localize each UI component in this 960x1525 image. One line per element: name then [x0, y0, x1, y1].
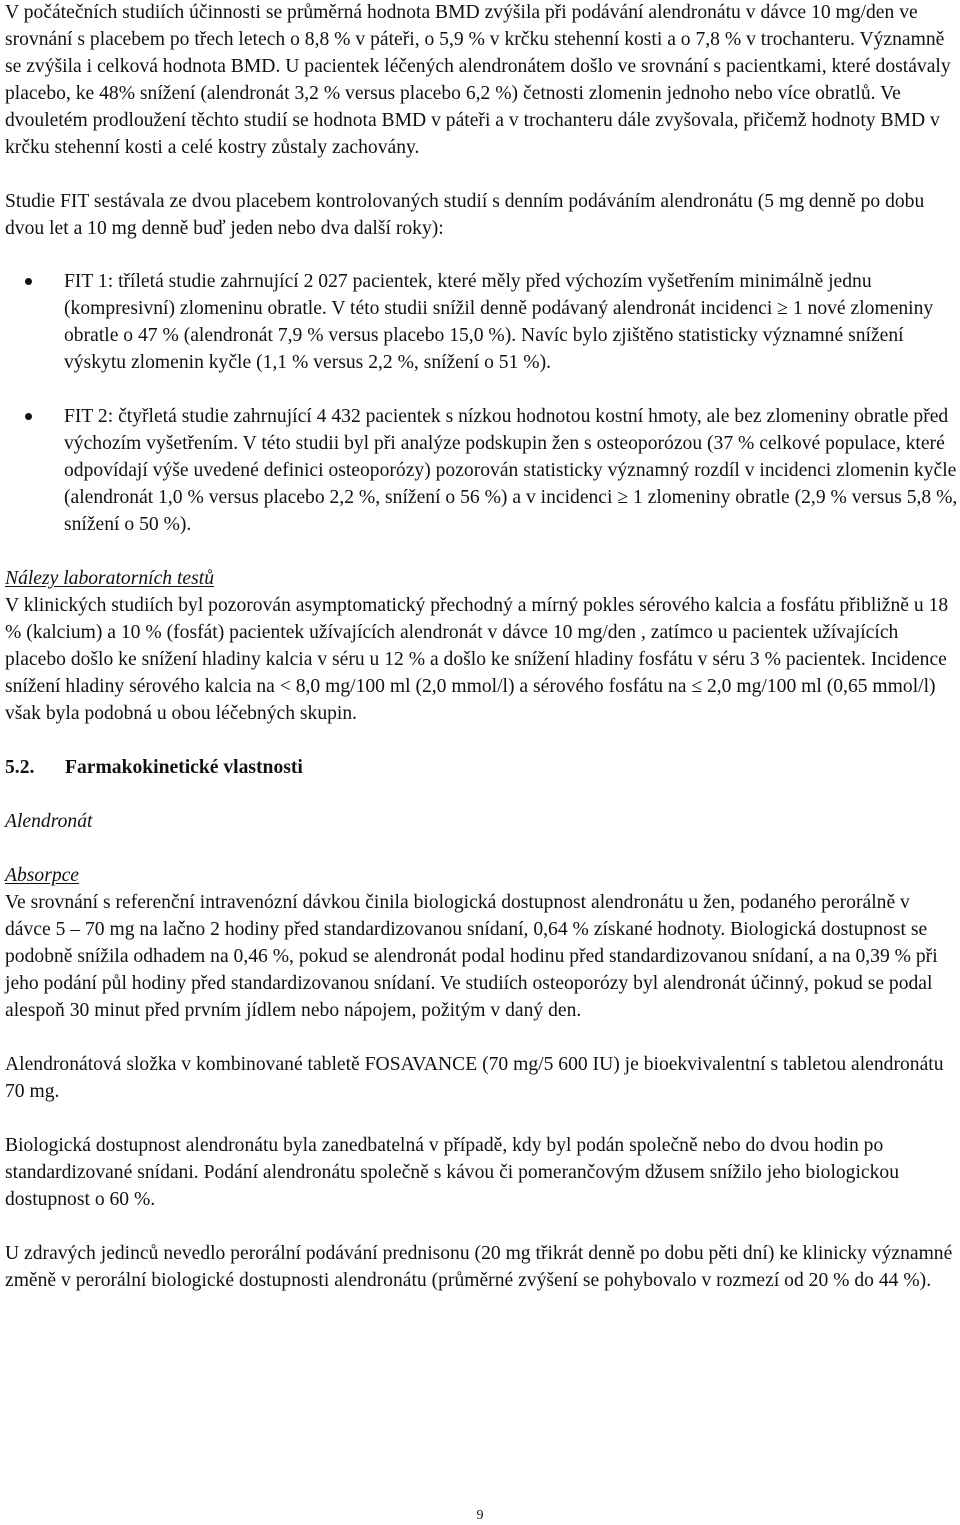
list-item-fit2 — [5, 403, 958, 538]
absorption-paragraph-3: Biologická dostupnost alendronátu byla zanedbatelná v případě, kdy byl podán společně nebo do dvou hodin po standardizované snídani. Podání alendronátu společně s kávou či pomerančovým džusem snížilo jeho biologickou dostupnost o 60 %. — [5, 1135, 900, 1210]
page-number: 9 — [476, 1508, 484, 1523]
section-title: Farmakokinetické vlastnosti — [65, 757, 303, 778]
bullet-icon — [25, 413, 32, 420]
lab-findings-heading: Nálezy laboratorních testů — [5, 568, 214, 589]
paragraph-bmd-efficacy: V počátečních studiích účinnosti se průměrná hodnota BMD zvýšila při podávání alendronátu v dávce 10 mg/den ve srovnání s placebem po třech letech o 8,8 % v páteři, o 5,9 % v krčku stehenní kosti a o 7,8 % v trochanteru. Významně se zvýšila i celková hodnota BMD. U pacientek léčených alendronátem došlo ve srovnání s pacientkami, které dostávaly placebo, ke 48% snížení (alendronát 3,2 % versus placebo 6,2 %) četnosti zlomenin jednoho nebo více obratlů. Ve dvouletém prodloužení těchto studií se hodnota BMD v páteři a v trochanteru dále zvyšovala, přičemž hodnoty BMD v krčku stehenní kosti a celé kostry zůstaly zachovány. — [5, 2, 951, 158]
drug-heading: Alendronát — [5, 811, 93, 832]
lab-findings-text: V klinických studiích byl pozorován asymptomatický přechodný a mírný pokles sérového kalcia a fosfátu přibližně u 18 % (kalcium) a 10 % (fosfát) pacientek užívajících alendronát v dávce 10 mg/den , zatímco u pacientek užívajících placebo došlo ke snížení hladiny kalcia v séru u 12 % a došlo ke snížení hladiny fosfátu v séru 3 % pacientek. Incidence snížení hladiny sérového kalcia na < 8,0 mg/100 ml (2,0 mmol/l) a sérového fosfátu na ≤ 2,0 mg/100 ml (0,65 mmol/l) však byla podobná u obou léčebných skupin. — [5, 595, 949, 724]
fit1-text: FIT 1: tříletá studie zahrnující 2 027 pacientek, které měly před výchozím vyšetřením minimálně jednu (kompresivní) zlomeninu obratle. V této studii snížil denně podávaný alendronát incidenci ≥ 1 nové zlomeniny obratle o 47 % (alendronát 7,9 % versus placebo 15,0 %). Navíc bylo zjištěno statisticky významné snížení výskytu zlomenin kyčle (1,1 % versus 2,2 %, snížení o 51 %). — [64, 271, 934, 373]
section-heading-5-2 — [5, 754, 958, 781]
list-item-fit1 — [5, 268, 958, 376]
absorption-heading: Absorpce — [5, 865, 80, 886]
document-page — [5, 0, 958, 1294]
fit-study-list — [5, 268, 958, 538]
absorption-paragraph-2: Alendronátová složka v kombinované tabletě FOSAVANCE (70 mg/5 600 IU) je bioekvivalentní s tabletou alendronátu 70 mg. — [5, 1054, 944, 1102]
absorption-paragraph-4: U zdravých jedinců nevedlo perorální podávání prednisonu (20 mg třikrát denně po dobu pěti dní) ke klinicky významné změně v perorální biologické dostupnosti alendronátu (průměrné zvýšení se pohybovalo v rozmezí od 20 % do 44 %). — [5, 1243, 953, 1291]
absorption-paragraph-1: Ve srovnání s referenční intravenózní dávkou činila biologická dostupnost alendronátu u žen, podaného perorálně v dávce 5 – 70 mg na lačno 2 hodiny před standardizovanou snídaní, 0,64 % získané hodnoty. Biologická dostupnost se podobně snížila odhadem na 0,46 %, pokud se alendronát podal hodinu před standardizovanou snídaní, a na 0,39 % při jeho podání půl hodiny před standardizovanou snídaní. Ve studiích osteoporózy byl alendronát účinný, pokud se podal alespoň 30 minut před prvním jídlem nebo nápojem, požitým v daný den. — [5, 892, 938, 1021]
section-number: 5.2. — [5, 757, 35, 778]
fit2-text: FIT 2: čtyřletá studie zahrnující 4 432 pacientek s nízkou hodnotou kostní hmoty, ale bez zlomeniny obratle před výchozím vyšetřením. V této studii byl při analýze podskupin žen s osteoporózou (37 % celkové populace, které odpovídají výše uvedené definici osteoporózy) pozorován statisticky významný rozdíl v incidenci zlomenin kyčle (alendronát 1,0 % versus placebo 2,2 %, snížení o 56 %) a v incidenci ≥ 1 zlomeniny obratle (2,9 % versus 5,8 %, snížení o 50 %). — [64, 406, 958, 535]
paragraph-fit-intro: Studie FIT sestávala ze dvou placebem kontrolovaných studií s denním podáváním alendronátu (5 mg denně po dobu dvou let a 10 mg denně buď jeden nebo dva další roky): — [5, 191, 925, 239]
bullet-icon — [25, 278, 32, 285]
